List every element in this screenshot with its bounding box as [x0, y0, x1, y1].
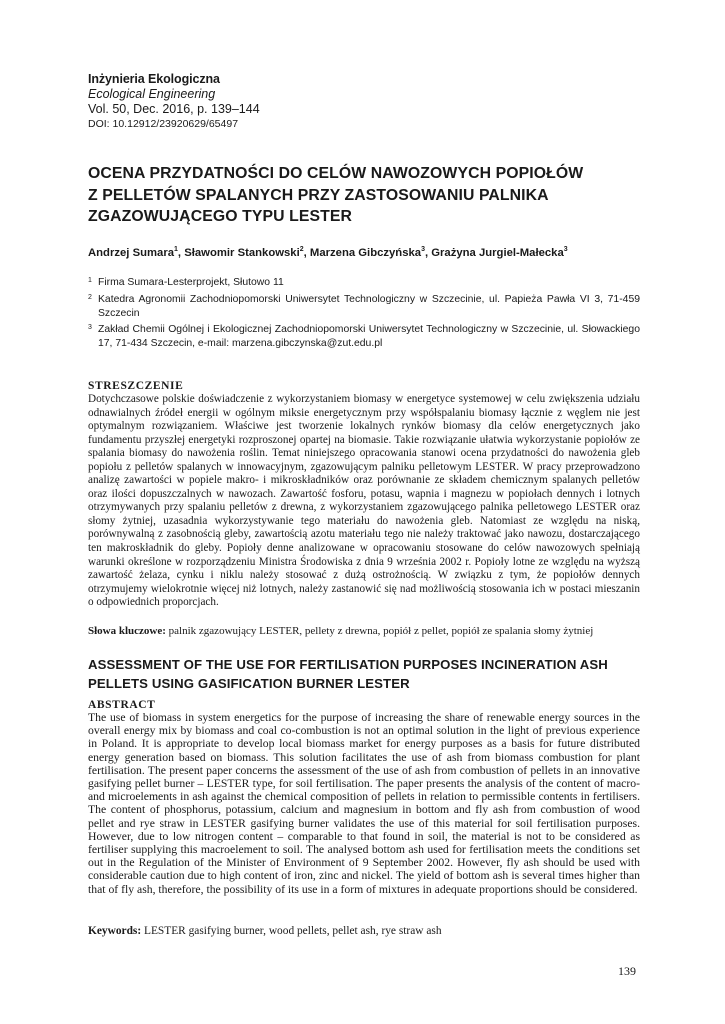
abstract-pl-text: Dotychczasowe polskie doświadczenie z wykorzystaniem biomasy w energetyce systemowej w celu zwiększenia udziału odnawialnych źródeł energii w ogólnym miksie energetycznym przy współspalaniu biomasy łącznie z węglem nie jest optymalnym rozwiązaniem. Właściwe jest tworzenie lokalnych rynków biomasy dla celów energetycznych jako fundamentu przyszłej energetyki rozproszonej opartej na biomasie. Takie rozwiązanie ułatwia wykorzystanie popiołów ze spalania biomasy do nawożenia roślin. Temat niniejszego opracowania stanowi ocena przydatności do nawożenia gleb popiołu z pelletów spalanych w innowacyjnym, zgazowującym palniku pelletowym LESTER. W pracy przeprowadzono analizę zawartości w popiele makro- i mikroskładników oraz porównanie ze składem chemicznym spalanych pelletów oraz ilości dopuszczalnych w nawozach. Zawartość fosforu, potasu, wapnia i magnezu w popiołach dennych i lotnych otrzymywanych przy spalaniu pelletów z drewna, z wykorzystaniem zgazowującego palnika pelletowego LESTER oraz słomy żytniej, uzasadnia wykorzystywanie tego materiału do nawożenia gleb. Natomiast ze względu na niską, porównywalną z zasobnością gleby, zawartością azotu materiału tego nie należy traktować jako nawozu, dostarczającego ten makroskładnik do gleby. Popioły denne analizowane w opracowaniu stosowane do celów nawozowych spełniają warunki określone w rozporządzeniu Ministra Środowiska z dnia 9 września 2002 r. Popioły lotne ze względu na wyższą zawartość żelaza, cynku i niklu należy stosować z dużą ostrożnością. W związku z tym, że popiołów dennych otrzymujemy wielokrotnie więcej niż lotnych, należy zastanowić się nad możliwością stosowania ich w postaci mieszanin o odpowiednich proporcjach.	[88, 393, 640, 609]
journal-volume: Vol. 50, Dec. 2016, p. 139–144	[88, 102, 260, 116]
title-en-line-2: PELLETS USING GASIFICATION BURNER LESTER	[88, 676, 410, 691]
author-separator: ,	[177, 246, 185, 259]
keywords-pl-text: palnik zgazowujący LESTER, pellety z drewna, popiół z pellet, popiół ze spalania słomy żytniej	[165, 625, 594, 637]
authors	[88, 246, 568, 259]
keywords-en-text: LESTER gasifying burner, wood pellets, pellet ash, rye straw ash	[141, 925, 442, 937]
author-name: Grażyna Jurgiel-Małecka	[431, 246, 564, 259]
affiliation-number: 3	[88, 324, 92, 331]
journal-header	[88, 72, 260, 132]
author-name: Sławomir Stankowski	[184, 246, 300, 259]
keywords-pl-label: Słowa kluczowe:	[88, 625, 166, 637]
affiliation-number: 1	[88, 277, 92, 284]
abstract-en-heading: ABSTRACT	[88, 699, 156, 711]
title-en	[88, 655, 648, 693]
author-affil-ref: 3	[563, 246, 568, 253]
author-separator: ,	[303, 246, 310, 259]
journal-doi: DOI: 10.12912/23920629/65497	[88, 118, 239, 130]
page-number: 139	[618, 964, 636, 978]
affiliation-number: 2	[88, 294, 92, 301]
affiliation-3	[88, 323, 640, 351]
journal-name-en: Ecological Engineering	[88, 87, 216, 101]
author-affil-ref: 1	[174, 246, 178, 253]
author-name: Andrzej Sumara	[88, 246, 175, 259]
affiliation-1	[88, 276, 640, 290]
affiliation-text: Katedra Agronomii Zachodniopomorski Uniwersytet Technologiczny w Szczecinie, ul. Papieża Pawła VI 3, 71-459 Szczecin	[98, 294, 640, 319]
keywords-en-label: Keywords:	[88, 925, 142, 937]
author-affil-ref: 2	[299, 246, 304, 253]
title-pl-line-1: OCENA PRZYDATNOŚCI DO CELÓW NAWOZOWYCH POPIOŁÓW	[88, 165, 584, 182]
title-en-line-1: ASSESSMENT OF THE USE FOR FERTILISATION PURPOSES INCINERATION ASH	[88, 657, 608, 672]
abstract-en-text: The use of biomass in system energetics for the purpose of increasing the share of renewable energy sources in the overall energy mix by biomass and coal co-combustion is not an optimal solution in the light of previous experience in Poland. It is appropriate to develop local biomass market for energy purposes as a basis for future distributed energy generation based on biomass. This solution facilitates the use of ash from biomass combustion for plant fertilisation. The present paper concerns the assessment of the use of ash from combustion of pellets in an innovative gasifying pellet burner – LESTER type, for soil fertilisation. The paper presents the analysis of the content of macro- and microelements in ash against the chemical composition of pellets in relation to permissible contents in fertilisers. The content of phosphorus, potassium, calcium and magnesium in bottom and fly ash from combustion of wood pellet and rye straw in LESTER gasifying burner validates the use of this material for soil fertilisation purposes. However, due to low nitrogen content – comparable to that found in soil, the material is not to be considered as fertiliser supplying this macroelement to soil. The analysed bottom ash used for fertilisation meets the conditions set out in the Regulation of the Minister of Environment of 9 September 2002. However, fly ash should be used with considerable caution due to high content of iron, zinc and nickel. The yield of bottom ash is several times higher than that of fly ash, therefore, the possibility of its use in a form of mixtures in adequate proportions should be considered.	[88, 711, 640, 896]
abstract-pl-heading: STRESZCZENIE	[88, 380, 184, 392]
affiliation-text: Zakład Chemii Ogólnej i Ekologicznej Zachodniopomorski Uniwersytet Technologiczny w Szczecinie, ul. Słowackiego 17, 71-434 Szczecin, e-mail: marzena.gibczynska@zut.edu.pl	[98, 324, 640, 349]
keywords-en	[88, 925, 648, 937]
title-pl-line-2: Z PELLETÓW SPALANYCH PRZY ZASTOSOWANIU PALNIKA	[88, 186, 549, 204]
title-pl	[88, 163, 648, 228]
keywords-pl	[88, 625, 648, 637]
affiliation-text: Firma Sumara-Lesterprojekt, Słutowo 11	[98, 277, 284, 288]
affiliation-2	[88, 293, 640, 321]
author-separator: ,	[424, 246, 432, 259]
title-pl-line-3: ZGAZOWUJĄCEGO TYPU LESTER	[88, 208, 353, 225]
author-name: Marzena Gibczyńska	[309, 246, 422, 259]
author-affil-ref: 3	[421, 246, 425, 253]
journal-name-pl: Inżynieria Ekologiczna	[88, 72, 220, 86]
